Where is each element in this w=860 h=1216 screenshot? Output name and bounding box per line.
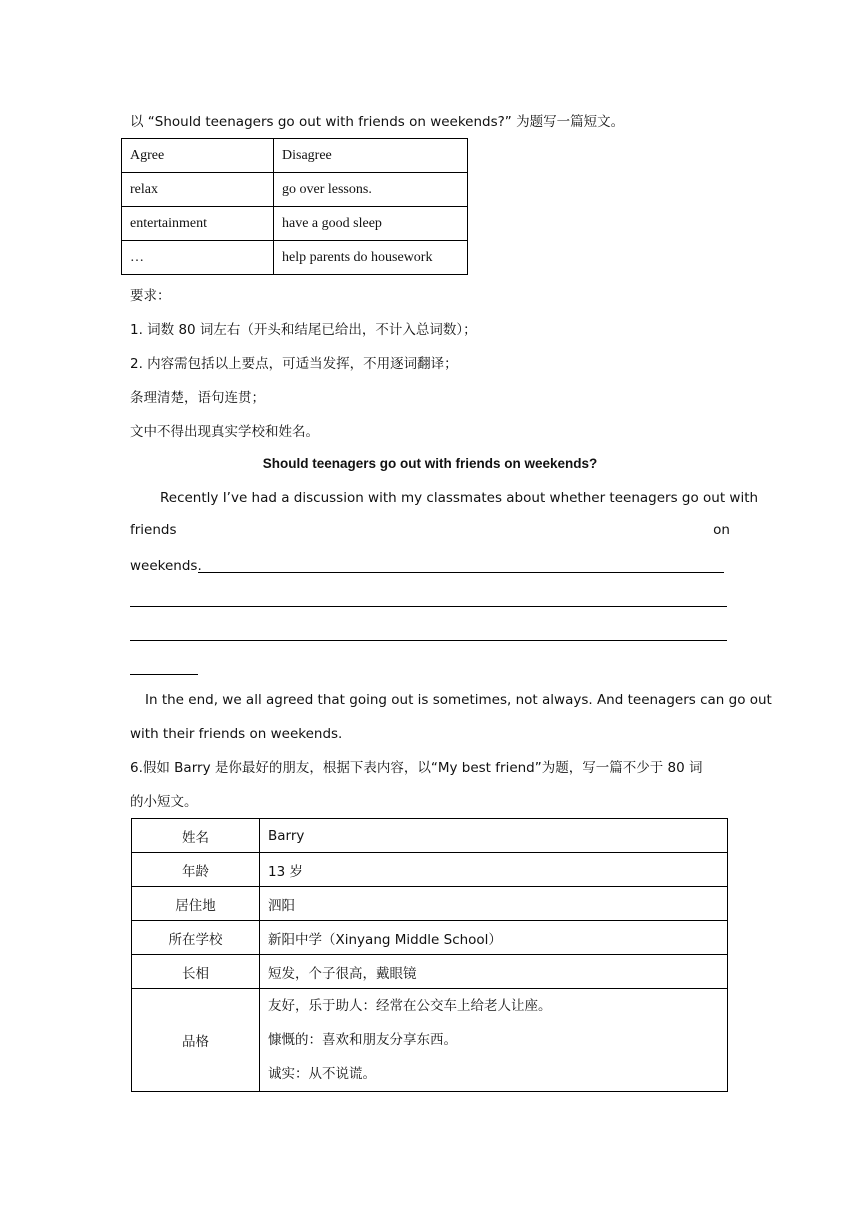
trait-line: 诚实：从不说谎。 [268,1066,376,1082]
table-value: 13 岁 [260,853,728,887]
essay-ending-line: In the end, we all agreed that going out is sometimes, not always. And teenagers can go out [145,692,772,708]
table-row [122,241,468,275]
requirement-item: 2. 内容需包括以上要点，可适当发挥，不用逐词翻译； [130,356,458,372]
table-value: 泗阳 [260,887,728,921]
table-row [132,989,728,1092]
essay-word: on [713,522,730,538]
table-row [132,853,728,887]
best-friend-info-table [131,818,728,1092]
table-key: 姓名 [132,819,260,853]
table-cell: … [122,241,274,275]
table-row [132,955,728,989]
question-6-prompt: 的小短文。 [130,794,198,810]
essay-opening-line: Recently I’ve had a discussion with my classmates about whether teenagers go out with [160,490,759,506]
table-row [122,139,468,173]
table-value: Barry [260,819,728,853]
answer-blank-line [198,572,724,573]
answer-blank-line [130,606,727,607]
trait-line: 友好，乐于助人：经常在公交车上给老人让座。 [268,998,552,1014]
requirements-heading: 要求： [130,288,171,304]
requirement-item: 1. 词数 80 词左右（开头和结尾已给出，不计入总词数）； [130,322,477,338]
table-key: 长相 [132,955,260,989]
essay-ending-line: with their friends on weekends. [130,726,343,742]
table-key: 年龄 [132,853,260,887]
requirement-item: 文中不得出现真实学校和姓名。 [130,424,319,440]
table-cell: go over lessons. [274,173,468,207]
essay-opening-end: weekends. [130,558,202,574]
table-value: 新阳中学（Xinyang Middle School） [260,921,728,955]
agree-disagree-table [121,138,468,275]
answer-blank-line [130,674,198,675]
table-header-agree: Agree [122,139,274,173]
table-key: 居住地 [132,887,260,921]
table-row [132,819,728,853]
essay-title: Should teenagers go out with friends on weekends? [262,456,598,471]
essay-word: friends [130,522,177,538]
question-6-prompt: 6.假如 Barry 是你最好的朋友，根据下表内容，以“My best friend”为题，写一篇不少于 80 词 [130,760,703,776]
table-cell: relax [122,173,274,207]
table-cell: help parents do housework [274,241,468,275]
trait-line: 慷慨的：喜欢和朋友分享东西。 [268,1032,457,1048]
table-row [122,173,468,207]
table-row [132,887,728,921]
essay-opening-justified [130,522,730,538]
table-row [122,207,468,241]
table-cell: entertainment [122,207,274,241]
table-row [132,921,728,955]
table-cell: have a good sleep [274,207,468,241]
requirement-item: 条理清楚，语句连贯； [130,390,265,406]
table-value: 短发，个子很高，戴眼镜 [260,955,728,989]
table-key: 所在学校 [132,921,260,955]
task-instruction: 以 “Should teenagers go out with friends on weekends?” 为题写一篇短文。 [130,114,625,130]
answer-blank-line [130,640,727,641]
table-value-list [260,989,728,1092]
table-key: 品格 [132,989,260,1092]
table-header-disagree: Disagree [274,139,468,173]
